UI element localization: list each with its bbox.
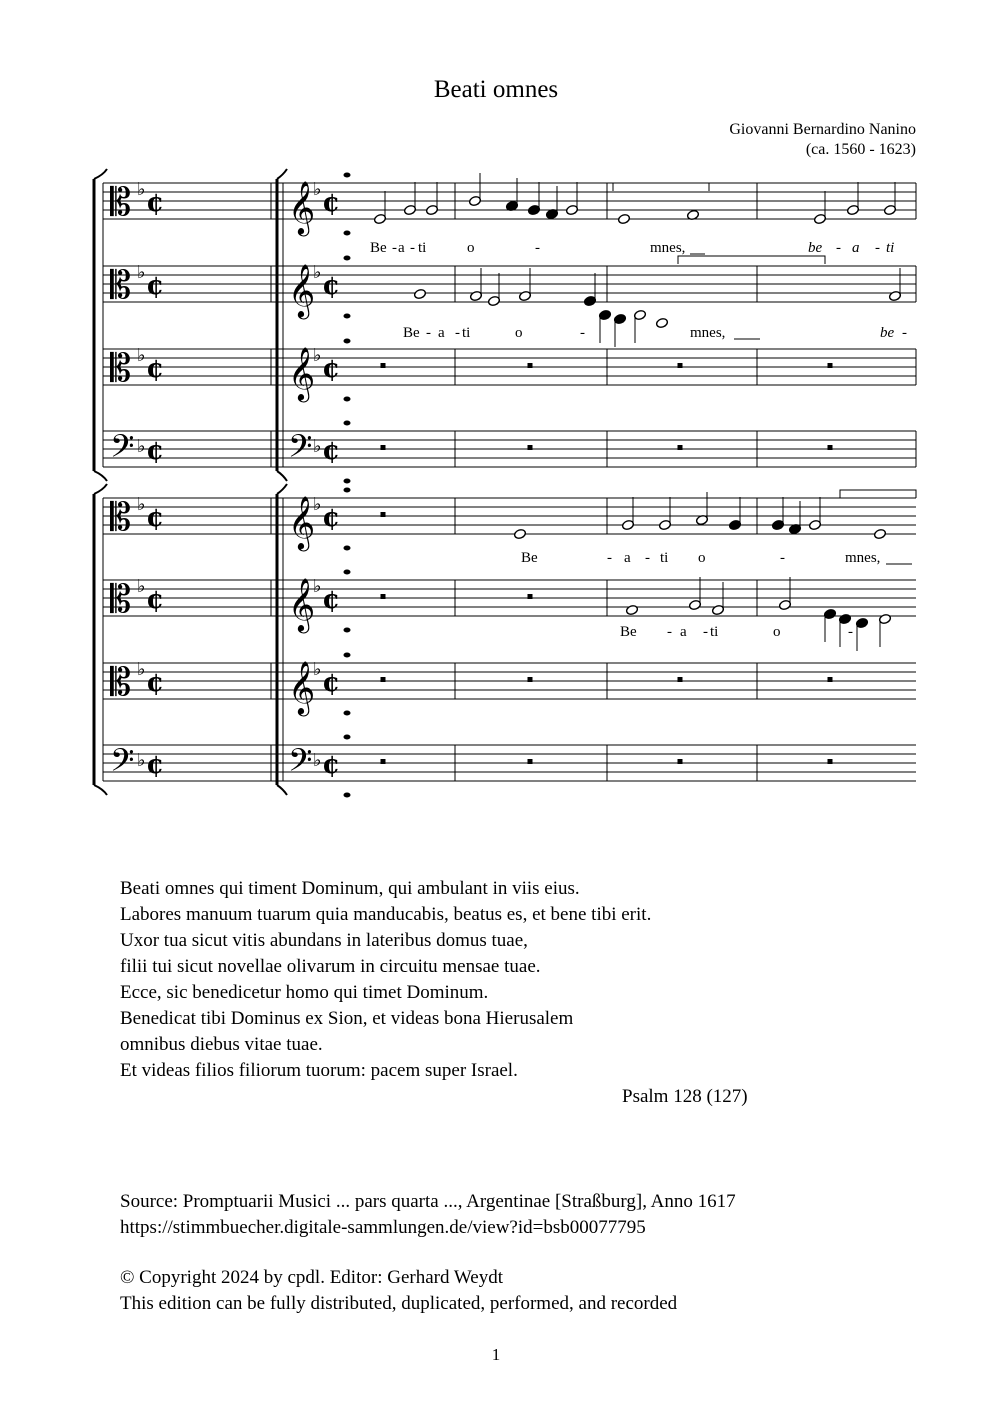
flat-sign: ♭ [313,494,322,515]
flat-sign: ♭ [137,345,146,366]
flat-sign: ♭ [137,750,146,771]
rest-sign [828,363,833,368]
staff-lines [103,183,916,781]
clef-symbol: 𝄞 [288,346,316,400]
lyric-syllable: o [515,325,523,341]
text-line: Beati omnes qui timent Dominum, qui ambulant in viis eius. [120,878,580,899]
source-url: https://stimmbuecher.digitale-sammlungen.de/view?id=bsb00077795 [120,1217,646,1238]
rest-sign [381,677,386,682]
ligature-bracket [840,490,916,498]
text-line: filii tui sicut novellae olivarum in circuitu mensae tuae. [120,956,541,977]
clef-symbol: 𝄢 [288,428,313,472]
clef-symbol: 𝄡 [110,180,132,224]
lyric-syllable: - [580,325,585,341]
note-head [873,528,886,539]
range-note [344,735,351,740]
time-signature: ¢ [322,271,341,301]
clef-symbol: 𝄡 [110,495,132,539]
rest-sign [381,759,386,764]
lyric-syllable: ti [660,550,669,566]
psalm-text [120,876,748,1110]
clef-symbol: 𝄢 [288,742,313,786]
time-signature: ¢ [146,354,165,384]
clef-symbol: 𝄡 [110,577,132,621]
rest-sign [678,445,683,450]
bracket-bottom-hook [277,785,287,795]
flat-sign: ♭ [137,262,146,283]
time-signature: ¢ [322,585,341,615]
lyric-syllable: be [808,240,823,256]
range-note [344,546,351,551]
lyric-syllable: - [535,240,540,256]
range-note [344,256,351,261]
range-note [344,231,351,236]
source-note [120,1189,736,1241]
page-title: Beati omnes [433,76,559,103]
lyric-syllable: - [902,325,907,341]
lyric-syllable: - [645,550,650,566]
flat-sign: ♭ [137,576,146,597]
note-head [413,288,426,299]
rest-sign [678,677,683,682]
lyric-syllable: mnes, [845,550,881,566]
range-note [344,628,351,633]
lyric-syllable: be [880,325,895,341]
clef-symbol: 𝄞 [288,660,316,714]
rest-sign [828,759,833,764]
clef-symbol: 𝄞 [288,577,316,631]
lyric-syllable: o [467,240,475,256]
text-line: Et videas filios filiorum tuorum: pacem super Israel. [120,1060,518,1081]
lyric-syllable: - [780,550,785,566]
composer-name: Giovanni Bernardino Nanino [729,121,916,138]
clef-symbol: 𝄢 [110,428,135,472]
clef-symbol: 𝄢 [110,742,135,786]
copyright-note [120,1265,677,1317]
bracket-top-hook [94,169,107,179]
lyric-syllable: Be [403,325,420,341]
bracket-top-hook [277,484,287,494]
range-note [344,173,351,178]
lyric-syllable: ti [418,240,427,256]
lyric-syllable: - [410,240,415,256]
time-signature: ¢ [146,503,165,533]
flat-sign: ♭ [313,345,322,366]
time-signature: ¢ [146,188,165,218]
flat-sign: ♭ [313,576,322,597]
range-note [344,488,351,493]
flat-sign: ♭ [137,659,146,680]
lyric-syllable: - [455,325,460,341]
flat-sign: ♭ [313,750,322,771]
clef-symbol: 𝄞 [288,263,316,317]
note-head [617,213,630,224]
range-note [344,570,351,575]
page-number: 1 [491,1345,501,1364]
lyric-syllable: ti [886,240,895,256]
rest-sign [381,512,386,517]
flat-sign: ♭ [313,179,322,200]
license-line: This edition can be fully distributed, duplicated, performed, and recorded [120,1293,678,1314]
range-note [344,421,351,426]
rest-sign [381,445,386,450]
lyric-syllable: - [875,240,880,256]
lyric-syllable: o [773,624,781,640]
range-note [344,339,351,344]
time-signature: ¢ [146,750,165,780]
lyric-syllable: a [398,240,405,256]
rest-sign [381,363,386,368]
flat-sign: ♭ [137,494,146,515]
clef-symbol: 𝄞 [288,180,316,234]
rest-sign [678,363,683,368]
flat-sign: ♭ [137,179,146,200]
lyric-syllable: - [426,325,431,341]
copyright-line: © Copyright 2024 by cpdl. Editor: Gerhard Weydt [120,1267,503,1288]
lyric-syllable: a [438,325,445,341]
time-signature: ¢ [322,436,341,466]
lyric-syllable: a [680,624,687,640]
range-note [344,397,351,402]
barlines [103,183,916,781]
rest-sign [828,445,833,450]
lyric-syllable: o [698,550,706,566]
composer-dates: (ca. 1560 - 1623) [805,141,916,158]
lyric-syllable: mnes, [690,325,726,341]
time-signature: ¢ [322,354,341,384]
lyric-syllable: - [848,624,853,640]
time-signature: ¢ [146,436,165,466]
lyric-syllable: - [703,624,708,640]
clefs [110,179,340,786]
range-note [344,793,351,798]
range-note [344,314,351,319]
time-signature: ¢ [322,750,341,780]
lyric-syllable: - [836,240,841,256]
lyric-syllable: ti [710,624,719,640]
lyric-syllable: - [607,550,612,566]
rest-sign [381,594,386,599]
text-line: Labores manuum tuarum quia manducabis, beatus es, et bene tibi erit. [120,904,652,925]
bracket-top-hook [277,169,287,179]
range-note [344,711,351,716]
clef-symbol: 𝄞 [288,495,316,549]
lyric-syllable: - [667,624,672,640]
lyric-syllable: mnes, [650,240,686,256]
flat-sign: ♭ [313,659,322,680]
lyric-syllable: ti [462,325,471,341]
bracket-bottom-hook [94,785,107,795]
time-signature: ¢ [322,668,341,698]
rest-sign [678,759,683,764]
time-signature: ¢ [322,188,341,218]
bracket-bottom-hook [94,471,107,481]
text-line: Benedicat tibi Dominus ex Sion, et videas bona Hierusalem [120,1008,574,1029]
lyric-syllable: Be [521,550,538,566]
note-head [655,317,668,328]
flat-sign: ♭ [313,262,322,283]
lyric-syllable: Be [370,240,387,256]
note-head [625,604,638,615]
rest-sign [528,363,533,368]
flat-sign: ♭ [137,436,146,457]
rest-sign [828,677,833,682]
rest-sign [528,445,533,450]
psalm-reference: Psalm 128 (127) [622,1086,748,1107]
range-note [344,479,351,484]
source-line: Source: Promptuarii Musici ... pars quarta ..., Argentinae [Straßburg], Anno 1617 [120,1191,736,1212]
time-signature: ¢ [146,585,165,615]
lyric-syllable: Be [620,624,637,640]
text-line: Ecce, sic benedicetur homo qui timet Dominum. [120,982,489,1003]
time-signature: ¢ [322,503,341,533]
flat-sign: ♭ [313,436,322,457]
lyric-syllable: - [392,240,397,256]
text-line: omnibus diebus vitae tuae. [120,1034,323,1055]
clef-symbol: 𝄡 [110,346,132,390]
bracket-top-hook [94,484,107,494]
lyric-syllable: a [852,240,860,256]
note-head [513,528,526,539]
rest-sign [528,594,533,599]
clef-symbol: 𝄡 [110,660,132,704]
text-line: Uxor tua sicut vitis abundans in lateribus domus tuae, [120,930,528,951]
range-note [344,653,351,658]
lyric-syllable: a [624,550,631,566]
clef-symbol: 𝄡 [110,263,132,307]
rest-sign [528,677,533,682]
ligature-bracket [678,256,825,264]
time-signature: ¢ [146,668,165,698]
rest-sign [528,759,533,764]
ligature-bracket [613,183,709,191]
time-signature: ¢ [146,271,165,301]
bracket-bottom-hook [277,471,287,481]
